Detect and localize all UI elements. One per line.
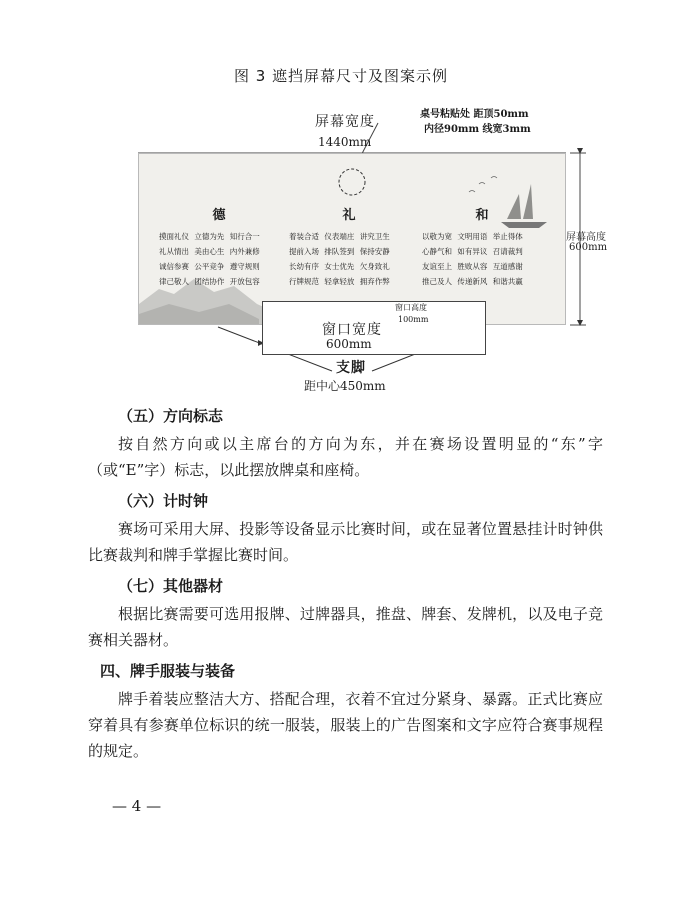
screen-height-title: 屏幕高度	[566, 232, 606, 243]
sticker-note-line2: 内径90mm 线宽3mm	[424, 124, 531, 135]
column-he-line: 心静气和 如有异议 召请裁判	[422, 247, 523, 256]
screen-height-value: 600mm	[569, 242, 608, 253]
column-li-line: 行牌规范 轻拿轻放 拥弃作弊	[289, 277, 390, 286]
column-he-line: 推己及人 传递新风 和谐共赢	[422, 277, 523, 286]
column-de-line: 礼从情出 美由心生 内外兼修	[159, 247, 260, 256]
window-height-title: 窗口高度	[395, 303, 427, 312]
window-width-title: 窗口宽度	[322, 322, 382, 338]
column-li	[289, 204, 409, 289]
section-heading-direction: （五）方向标志	[118, 407, 224, 425]
page-number: — 4 —	[112, 797, 162, 815]
section-paragraph-clock: 赛场可采用大屏、投影等设备显示比赛时间，或在显著位置悬挂计时钟供比赛裁判和牌手掌握比赛时间。	[88, 520, 603, 564]
section-paragraph-equipment: 根据比赛需要可选用报牌、过牌器具，推盘、牌套、发牌机，以及电子竞赛相关器材。	[88, 605, 603, 649]
column-de-line: 摸面礼仪 立德为先 知行合一	[159, 232, 260, 241]
column-li-line: 着装合适 仪表端庄 讲究卫生	[289, 232, 390, 241]
figure-caption: 图 3 遮挡屏幕尺寸及图案示例	[233, 67, 449, 85]
sticker-note-line1: 桌号粘贴处 距顶50mm	[420, 109, 529, 120]
section-heading-attire: 四、牌手服装与装备	[100, 662, 236, 680]
window-height-value: 100mm	[398, 315, 429, 324]
column-de-line: 律己敬人 团结协作 开放包容	[159, 277, 260, 286]
column-li-line: 提前入场 排队签到 保持安静	[289, 247, 390, 256]
column-li-title: 礼	[342, 208, 356, 223]
section-heading-clock: （六）计时钟	[118, 492, 209, 510]
window-width-value: 600mm	[326, 337, 372, 351]
column-he-line: 以敬为宽 文明用语 举止得体	[422, 232, 523, 241]
section-heading-equipment: （七）其他器材	[118, 577, 224, 595]
column-he-title: 和	[475, 208, 489, 223]
column-he-line: 友谊至上 胜败从容 互道感谢	[422, 262, 523, 271]
screen-diagram	[110, 95, 610, 400]
column-de	[159, 204, 279, 289]
screen-width-title: 屏幕宽度	[315, 114, 375, 130]
section-paragraph-direction: 按自然方向或以主席台的方向为东，并在赛场设置明显的“东”字（或“E”字）标志，以此摆放牌桌和座椅。	[88, 435, 603, 479]
column-de-title: 德	[212, 208, 226, 223]
section-paragraph-attire: 牌手着装应整洁大方、搭配合理，衣着不宜过分紧身、暴露。正式比赛应穿着具有参赛单位标识的统一服装，服装上的广告图案和文字应符合赛事规程的规定。	[88, 690, 603, 760]
column-he	[422, 204, 542, 289]
feet-title: 支脚	[336, 360, 366, 376]
column-li-line: 长幼有序 女士优先 欠身致礼	[289, 262, 390, 271]
screen-width-value: 1440mm	[318, 135, 372, 149]
feet-value: 距中心450mm	[304, 379, 386, 393]
screen-panel	[138, 153, 566, 325]
column-de-line: 诚信参赛 公平竞争 遵守规则	[159, 262, 260, 271]
